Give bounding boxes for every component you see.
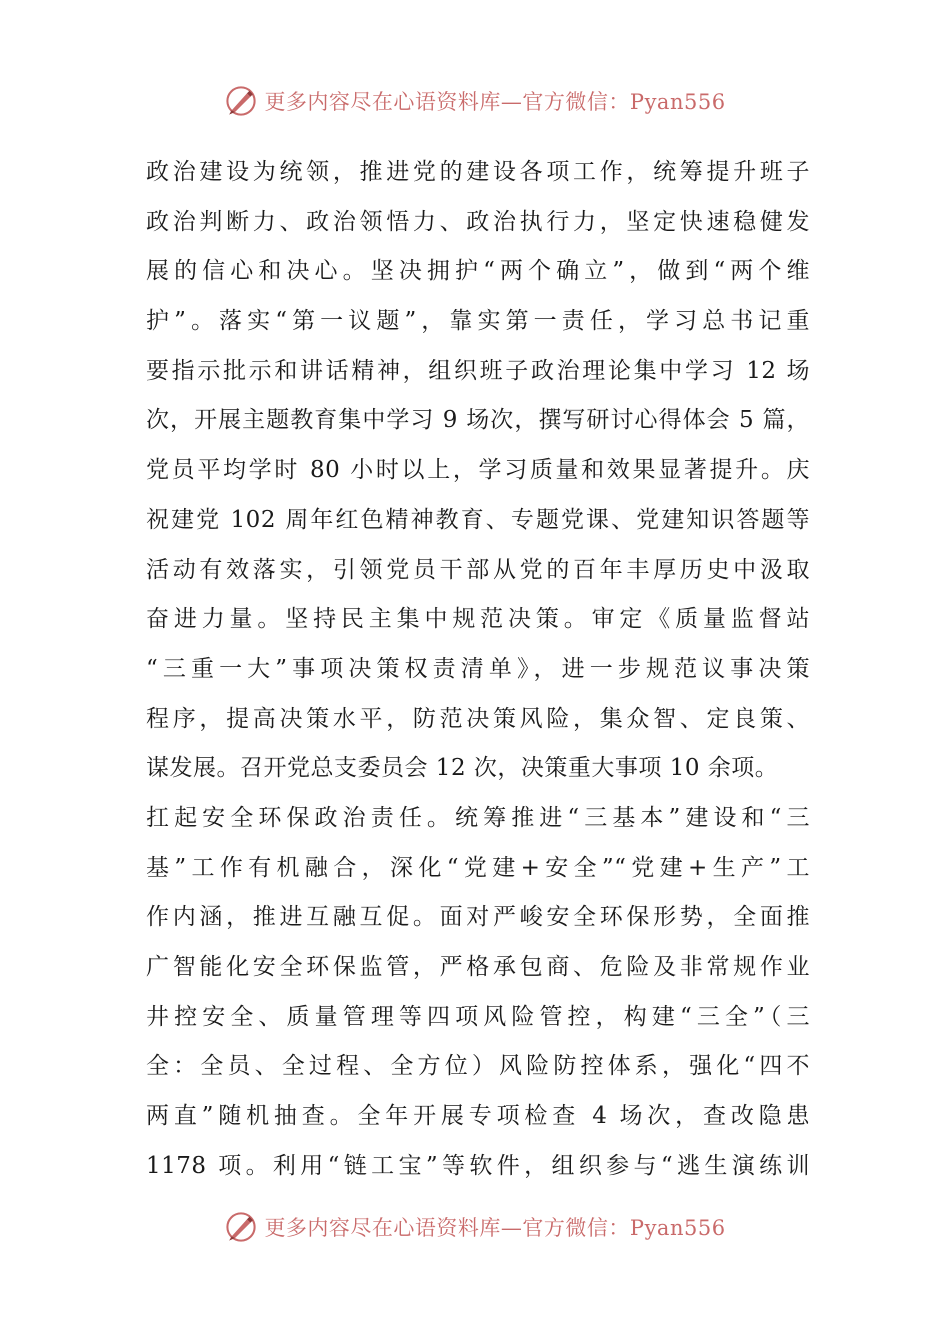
text-line: 井控安全、质量管理等四项风险管控，构建“三全”（三 <box>146 1003 810 1030</box>
text-line: 祝建党 102 周年红色精神教育、专题党课、党建知识答题等 <box>146 506 810 533</box>
pen-logo-icon <box>224 1210 258 1244</box>
text-line: 护”。落实“第一议题”，靠实第一责任，学习总书记重 <box>146 308 810 335</box>
text-line: 政治判断力、政治领悟力、政治执行力，坚定快速稳健发 <box>146 208 810 235</box>
text-line: “三重一大”事项决策权责清单》，进一步规范议事决策 <box>146 655 810 682</box>
text-line: 1178 项。利用“链工宝”等软件，组织参与“逃生演练训 <box>146 1152 810 1179</box>
pen-logo-icon <box>224 84 258 118</box>
document-body <box>146 148 810 1191</box>
text-line: 党员平均学时 80 小时以上，学习质量和效果显著提升。庆 <box>146 457 810 484</box>
footer-banner-text: 更多内容尽在心语资料库—官方微信：Pyan556 <box>264 1216 726 1240</box>
header-banner <box>0 84 950 118</box>
text-line: 基”工作有机融合，深化“党建+安全”“党建+生产”工 <box>146 854 810 881</box>
text-line: 活动有效落实，引领党员干部从党的百年丰厚历史中汲取 <box>146 556 810 583</box>
text-line: 扛起安全环保政治责任。统筹推进“三基本”建设和“三 <box>146 804 810 831</box>
header-banner-text: 更多内容尽在心语资料库—官方微信：Pyan556 <box>264 90 726 114</box>
footer-banner <box>0 1210 950 1244</box>
text-line: 作内涵，推进互融互促。面对严峻安全环保形势，全面推 <box>146 904 810 931</box>
text-line: 广智能化安全环保监管，严格承包商、危险及非常规作业 <box>146 954 810 980</box>
text-line: 奋进力量。坚持民主集中规范决策。审定《质量监督站 <box>146 606 810 633</box>
text-line: 全：全员、全过程、全方位）风险防控体系，强化“四不 <box>146 1053 810 1080</box>
text-line: 政治建设为统领，推进党的建设各项工作，统筹提升班子 <box>146 159 810 185</box>
text-line: 两直”随机抽查。全年开展专项检查 4 场次，查改隐患 <box>146 1103 810 1130</box>
text-line: 谋发展。召开党总支委员会 12 次，决策重大事项 10 余项。 <box>146 755 779 782</box>
text-line: 要指示批示和讲话精神，组织班子政治理论集中学习 12 场 <box>146 357 810 384</box>
text-line: 展的信心和决心。坚决拥护“两个确立”，做到“两个维 <box>146 258 810 285</box>
text-line: 程序，提高决策水平，防范决策风险，集众智、定良策、 <box>146 705 810 732</box>
text-line: 次，开展主题教育集中学习 9 场次，撰写研讨心得体会 5 篇， <box>146 407 810 434</box>
